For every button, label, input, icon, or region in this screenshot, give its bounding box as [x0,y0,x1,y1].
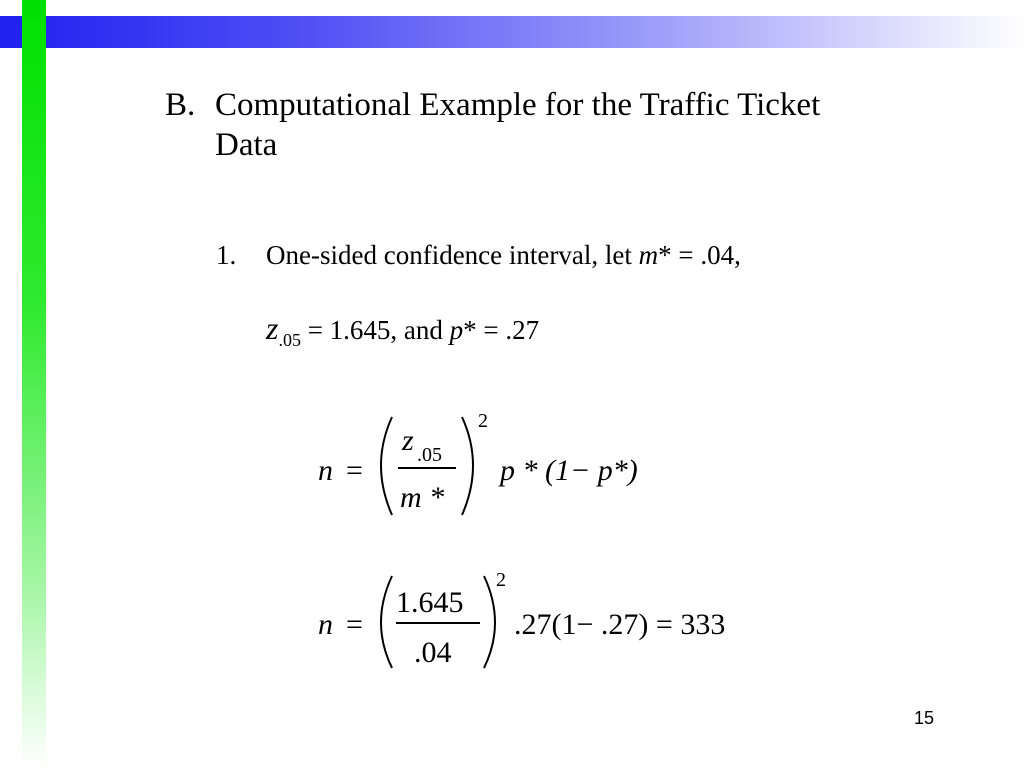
eq2-lhs: n [318,608,333,641]
eq1-numerator-sub: .05 [417,444,442,466]
sample-size-calculation [300,568,800,678]
p-value-text: * = .27 [463,315,540,345]
m-value-text: * = .04, [658,240,741,270]
eq1-numerator-var: z [402,424,414,457]
eq2-exponent: 2 [496,569,506,591]
heading-text: Computational Example for the Traffic Ticket Data [215,87,821,163]
z-subscript: .05 [278,330,301,350]
page-number: 15 [914,708,935,728]
side-decorative-bar [22,0,46,768]
heading-marker: B. [165,87,196,123]
eq2-equals: = [346,608,363,641]
eq1-lhs: n [318,454,333,487]
eq1-rhs: p * (1− p*) [500,454,638,487]
eq1-equals: = [346,454,363,487]
eq1-denominator: m * [400,481,445,514]
eq2-left-paren [381,576,392,668]
eq2-denominator: .04 [414,636,452,669]
item-text-before: One-sided confidence interval, let [266,240,639,270]
list-item-1-continuation [266,310,540,350]
eq2-numerator: 1.645 [396,586,464,619]
eq1-right-paren [462,417,473,515]
list-item-text [266,240,741,271]
top-decorative-bar [0,16,1024,48]
sample-size-formula [300,405,720,525]
eq2-rhs: .27(1− .27) = 333 [514,608,726,641]
eq1-left-paren [381,417,392,515]
m-variable: m [638,240,659,270]
z-value-text: = 1.645, and [300,315,450,345]
list-item-number: 1. [216,240,237,270]
eq1-exponent: 2 [478,410,488,432]
p-variable: p [449,315,464,345]
eq2-right-paren [484,576,495,668]
z-variable: z [266,310,279,346]
